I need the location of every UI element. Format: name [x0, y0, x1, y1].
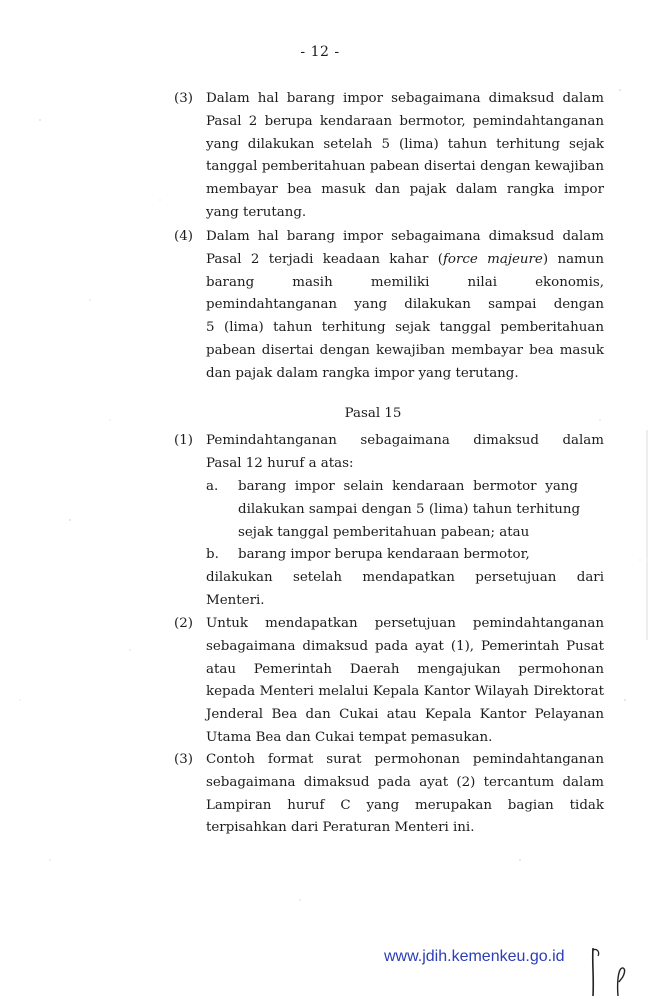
text-line: sejak tanggal pemberitahuan pabean; atau: [238, 524, 530, 540]
text-line: sebagaimana dimaksud pada ayat (1), Pemerintah Pusat: [206, 638, 604, 654]
text-line: Dalam hal barang impor sebagaimana dimaksud dalam: [206, 91, 604, 106]
text-line: Utama Bea dan Cukai tempat pemasukan.: [206, 729, 493, 745]
pasal-15-heading: Pasal 15: [344, 406, 402, 421]
ayat-number: (3): [174, 752, 193, 767]
text-line: Contoh format surat permohonan pemindahtanganan: [206, 752, 604, 767]
text-line: tanggal pemberitahuan pabean disertai dengan kewajiban: [206, 159, 604, 175]
ayat-2-pasal-15: [174, 613, 604, 750]
sub-item-a: [206, 476, 581, 544]
text-line: barang impor selain kendaraan bermotor yang: [238, 479, 578, 494]
ayat-number: (4): [174, 229, 193, 244]
text-line: barang masih memiliki nilai ekonomis,: [206, 274, 604, 290]
text-line: Menteri.: [206, 592, 265, 608]
text-line: yang dilakukan setelah 5 (lima) tahun terhitung sejak: [206, 136, 604, 152]
text-line: barang impor berupa kendaraan bermotor,: [238, 547, 530, 562]
ayat-1-closing: [174, 567, 604, 613]
ayat-1-pasal-15: [174, 430, 604, 476]
text-line: Pemindahtanganan sebagaimana dimaksud dalam: [206, 433, 604, 448]
text-line: Dalam hal barang impor sebagaimana dimaksud dalam: [206, 229, 604, 244]
text-line: yang terutang.: [206, 204, 307, 220]
ayat-number: (3): [174, 91, 193, 106]
text-line: sebagaimana dimaksud pada ayat (2) tercantum dalam: [206, 774, 604, 790]
text-line-force-majeure: Pasal 2 terjadi keadaan kahar (force majeure) namun: [206, 251, 604, 267]
sub-item-letter: a.: [206, 479, 219, 494]
ayat-3-pasal-14: [174, 88, 604, 225]
text-line: Jenderal Bea dan Cukai atau Kepala Kantor Pelayanan: [206, 707, 604, 723]
text-line: pemindahtanganan yang dilakukan sampai dengan: [206, 297, 604, 313]
text-line: dilakukan setelah mendapatkan persetujuan dari: [206, 570, 604, 585]
paraf-signature: [584, 944, 634, 1000]
text-line: atau Pemerintah Daerah mengajukan permohonan: [206, 661, 604, 677]
text-line: membayar bea masuk dan pajak dalam rangka impor: [206, 182, 604, 198]
text-line: Pasal 2 berupa kendaraan bermotor, pemindahtanganan: [206, 113, 604, 129]
force-majeure-term: force majeure: [442, 251, 543, 267]
ayat-4-pasal-14: [174, 226, 604, 386]
text-line: Lampiran huruf C yang merupakan bagian tidak: [206, 797, 604, 813]
sub-item-letter: b.: [206, 547, 219, 562]
ayat-3-pasal-15: [174, 749, 604, 840]
text-line: dan pajak dalam rangka impor yang terutang.: [206, 365, 519, 381]
text-line: terpisahkan dari Peraturan Menteri ini.: [206, 820, 475, 836]
page-number: - 12 -: [300, 44, 340, 60]
text-line: Pasal 12 huruf a atas:: [206, 455, 354, 471]
text-line: 5 (lima) tahun terhitung sejak tanggal pemberitahuan: [206, 320, 604, 336]
ayat-number: (1): [174, 433, 193, 448]
text-line: pabean disertai dengan kewajiban membayar bea masuk: [206, 342, 604, 358]
text-line: kepada Menteri melalui Kepala Kantor Wilayah Direktorat: [206, 684, 604, 700]
sub-item-b: [206, 544, 578, 567]
footer-url-link[interactable]: www.jdih.kemenkeu.go.id: [384, 948, 565, 965]
text-line: dilakukan sampai dengan 5 (lima) tahun terhitung: [238, 501, 581, 517]
text-line: Untuk mendapatkan persetujuan pemindahtanganan: [206, 616, 604, 631]
ayat-number: (2): [174, 616, 193, 631]
